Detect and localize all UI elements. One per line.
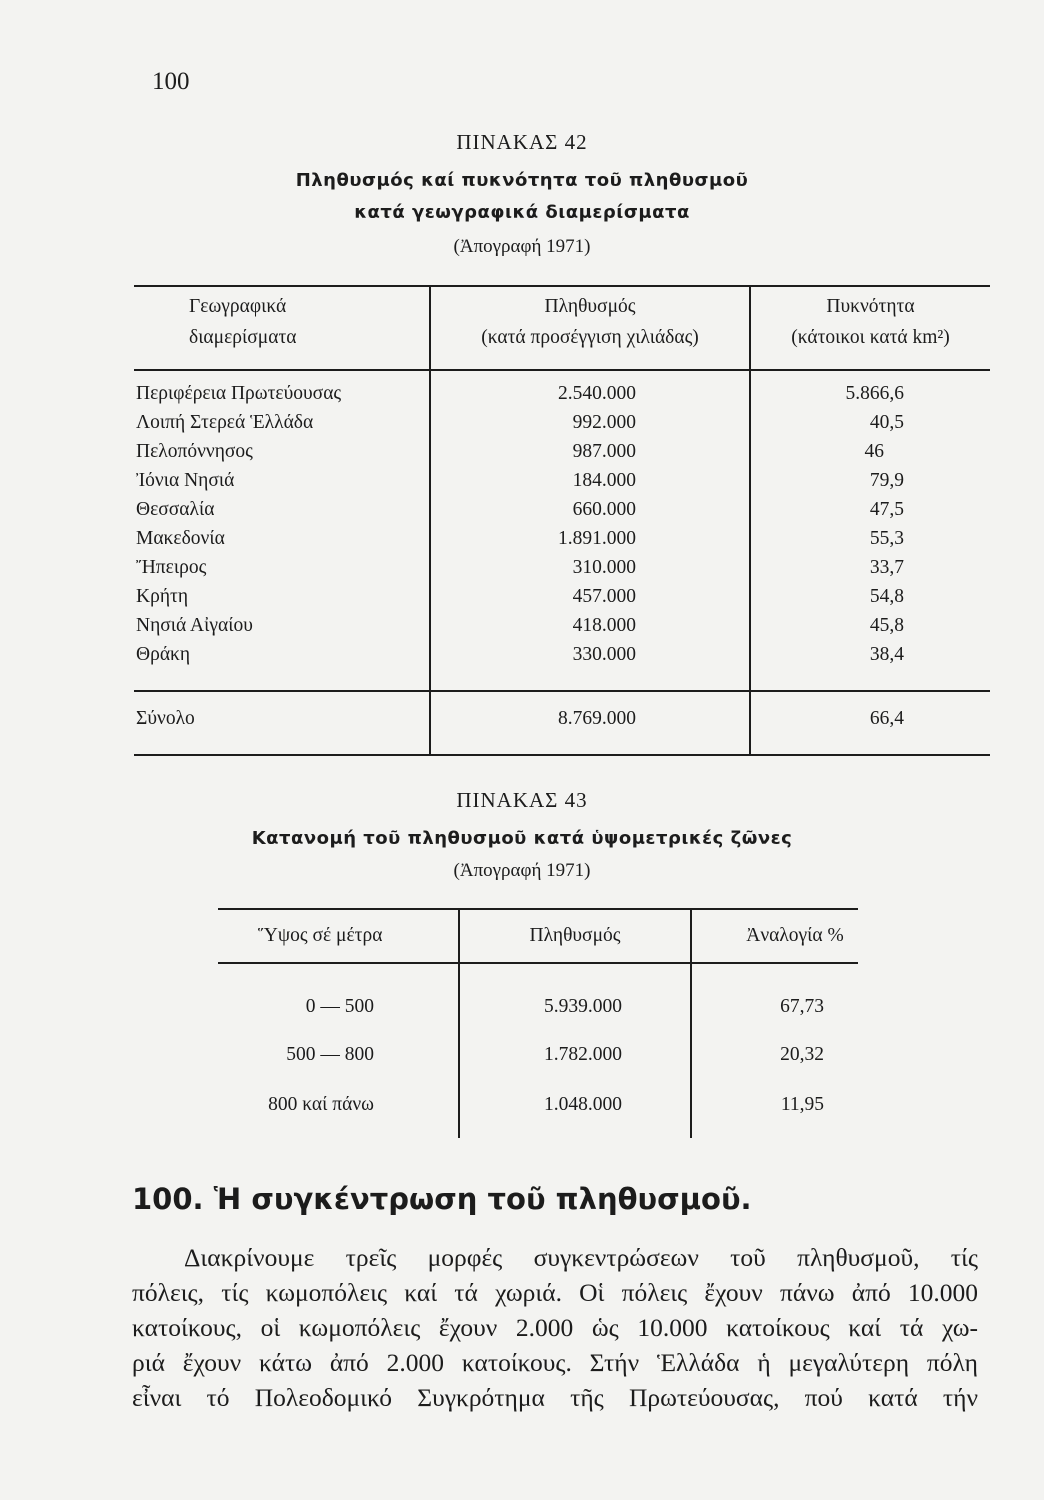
table42-header-density-2: (κάτοικοι κατά km²) — [791, 327, 950, 348]
table42-bottom-rule — [134, 754, 990, 756]
table42-top-rule — [134, 285, 990, 287]
table43-row-altitude: 800 καί πάνω — [268, 1094, 374, 1115]
table43-row-ratio: 20,32 — [780, 1044, 824, 1065]
table42-row-density: 46 — [864, 441, 884, 462]
table42-row-region: Νησιά Αἰγαίου — [136, 615, 253, 636]
table43-title: ΠΙΝΑΚΑΣ 43 — [456, 788, 588, 812]
table42-row-density: 54,8 — [869, 586, 904, 607]
table43-row-population: 1.782.000 — [544, 1044, 622, 1065]
table42-header-population-2: (κατά προσέγγιση χιλιάδας) — [481, 327, 699, 348]
table42-subtitle-line1: Πληθυσμός καί πυκνότητα τοῦ πληθυσμοῦ — [295, 170, 749, 191]
table42-row-population: 660.000 — [572, 499, 636, 520]
table43-header-population: Πληθυσμός — [529, 925, 621, 946]
paragraph-line: ριά ἔχουν κάτω ἀπό 2.000 κατοίκους. Στήν Ἑλλάδα ἡ μεγαλύτερη πόλη — [132, 1348, 978, 1377]
table42-row-density: 79,9 — [869, 470, 904, 491]
table42-census-note: (Ἀπογραφή 1971) — [453, 236, 591, 257]
table42-title: ΠΙΝΑΚΑΣ 42 — [456, 130, 588, 154]
table42-row-region: Θεσσαλία — [136, 499, 215, 520]
table42-header-region-2: διαμερίσματα — [189, 327, 297, 348]
table42-header-region-1: Γεωγραφικά — [189, 296, 287, 317]
table42-row-density: 38,4 — [869, 644, 904, 665]
table43-header-rule — [218, 962, 858, 964]
table42-row-region: Ἤπειρος — [136, 557, 207, 578]
table42-header-density-1: Πυκνότητα — [826, 296, 915, 317]
table42-row-population: 184.000 — [572, 470, 636, 491]
table42-row-region: Πελοπόννησος — [136, 441, 253, 462]
table42-col-divider-1 — [429, 285, 431, 755]
table42-total-density: 66,4 — [869, 708, 904, 729]
table42-row-region: Ἰόνια Νησιά — [136, 470, 235, 491]
table43-row-altitude: 500 — 800 — [286, 1044, 374, 1065]
table42-row-population: 330.000 — [572, 644, 636, 665]
table42-row-population: 310.000 — [572, 557, 636, 578]
table42-row-density: 33,7 — [869, 557, 904, 578]
table43-row-population: 5.939.000 — [544, 996, 622, 1017]
table43-top-rule — [218, 908, 858, 910]
table42-subtitle-line2: κατά γεωγραφικά διαμερίσματα — [354, 202, 690, 223]
table42-row-region: Λοιπή Στερεά Ἑλλάδα — [136, 412, 314, 433]
table42-header-population-1: Πληθυσμός — [544, 296, 636, 317]
section-heading: 100. Ἡ συγκέντρωση τοῦ πληθυσμοῦ. — [132, 1182, 752, 1216]
table42-row-region: Θράκη — [136, 644, 191, 665]
table42-row-population: 992.000 — [572, 412, 636, 433]
table43-header-altitude: Ὕψος σέ μέτρα — [258, 925, 383, 946]
table42-row-region: Μακεδονία — [136, 528, 225, 549]
table42-row-density: 47,5 — [869, 499, 904, 520]
table42-row-region: Κρήτη — [136, 586, 189, 607]
table42-row-region: Περιφέρεια Πρωτεύουσας — [136, 383, 342, 404]
table42-row-density: 55,3 — [869, 528, 904, 549]
section-paragraph — [132, 1240, 978, 1415]
paragraph-line: πόλεις, τίς κωμοπόλεις καί τά χωριά. Οἱ πόλεις ἔχουν πάνω ἀπό 10.000 — [132, 1278, 978, 1307]
table42-col-divider-2 — [749, 285, 751, 755]
table43-row-altitude: 0 — 500 — [305, 996, 374, 1017]
table43-row-ratio: 11,95 — [780, 1094, 824, 1115]
table43-header-ratio: Ἀναλογία % — [746, 925, 844, 946]
table42-row-population: 418.000 — [572, 615, 636, 636]
table42-row-population: 1.891.000 — [558, 528, 636, 549]
paragraph-line: εἶναι τό Πολεοδομικό Συγκρότημα τῆς Πρωτεύουσας, πού κατά τήν — [132, 1383, 978, 1412]
table43-subtitle: Κατανομή τοῦ πληθυσμοῦ κατά ὑψομετρικές ζῶνες — [251, 828, 793, 849]
paragraph-line: κατοίκους, οἱ κωμοπόλεις ἔχουν 2.000 ὡς 10.000 κατοίκους καί τά χω- — [132, 1313, 978, 1342]
paragraph-line: Διακρίνουμε τρεῖς μορφές συγκεντρώσεων τοῦ πληθυσμοῦ, τίς — [184, 1243, 978, 1272]
table42-row-population: 2.540.000 — [558, 383, 636, 404]
table42-row-population: 987.000 — [572, 441, 636, 462]
table42-row-population: 457.000 — [572, 586, 636, 607]
table42-total-population: 8.769.000 — [558, 708, 636, 729]
table43-census-note: (Ἀπογραφή 1971) — [453, 860, 591, 881]
table43-row-ratio: 67,73 — [780, 996, 824, 1017]
table43-row-population: 1.048.000 — [544, 1094, 622, 1115]
table42-row-density: 45,8 — [869, 615, 904, 636]
table42-total-rule — [134, 690, 990, 692]
page-number: 100 — [152, 68, 190, 95]
table42-row-density: 40,5 — [869, 412, 904, 433]
table42-total-label: Σύνολο — [136, 708, 195, 729]
table42-header-rule — [134, 369, 990, 371]
table42-row-density: 5.866,6 — [845, 383, 904, 404]
